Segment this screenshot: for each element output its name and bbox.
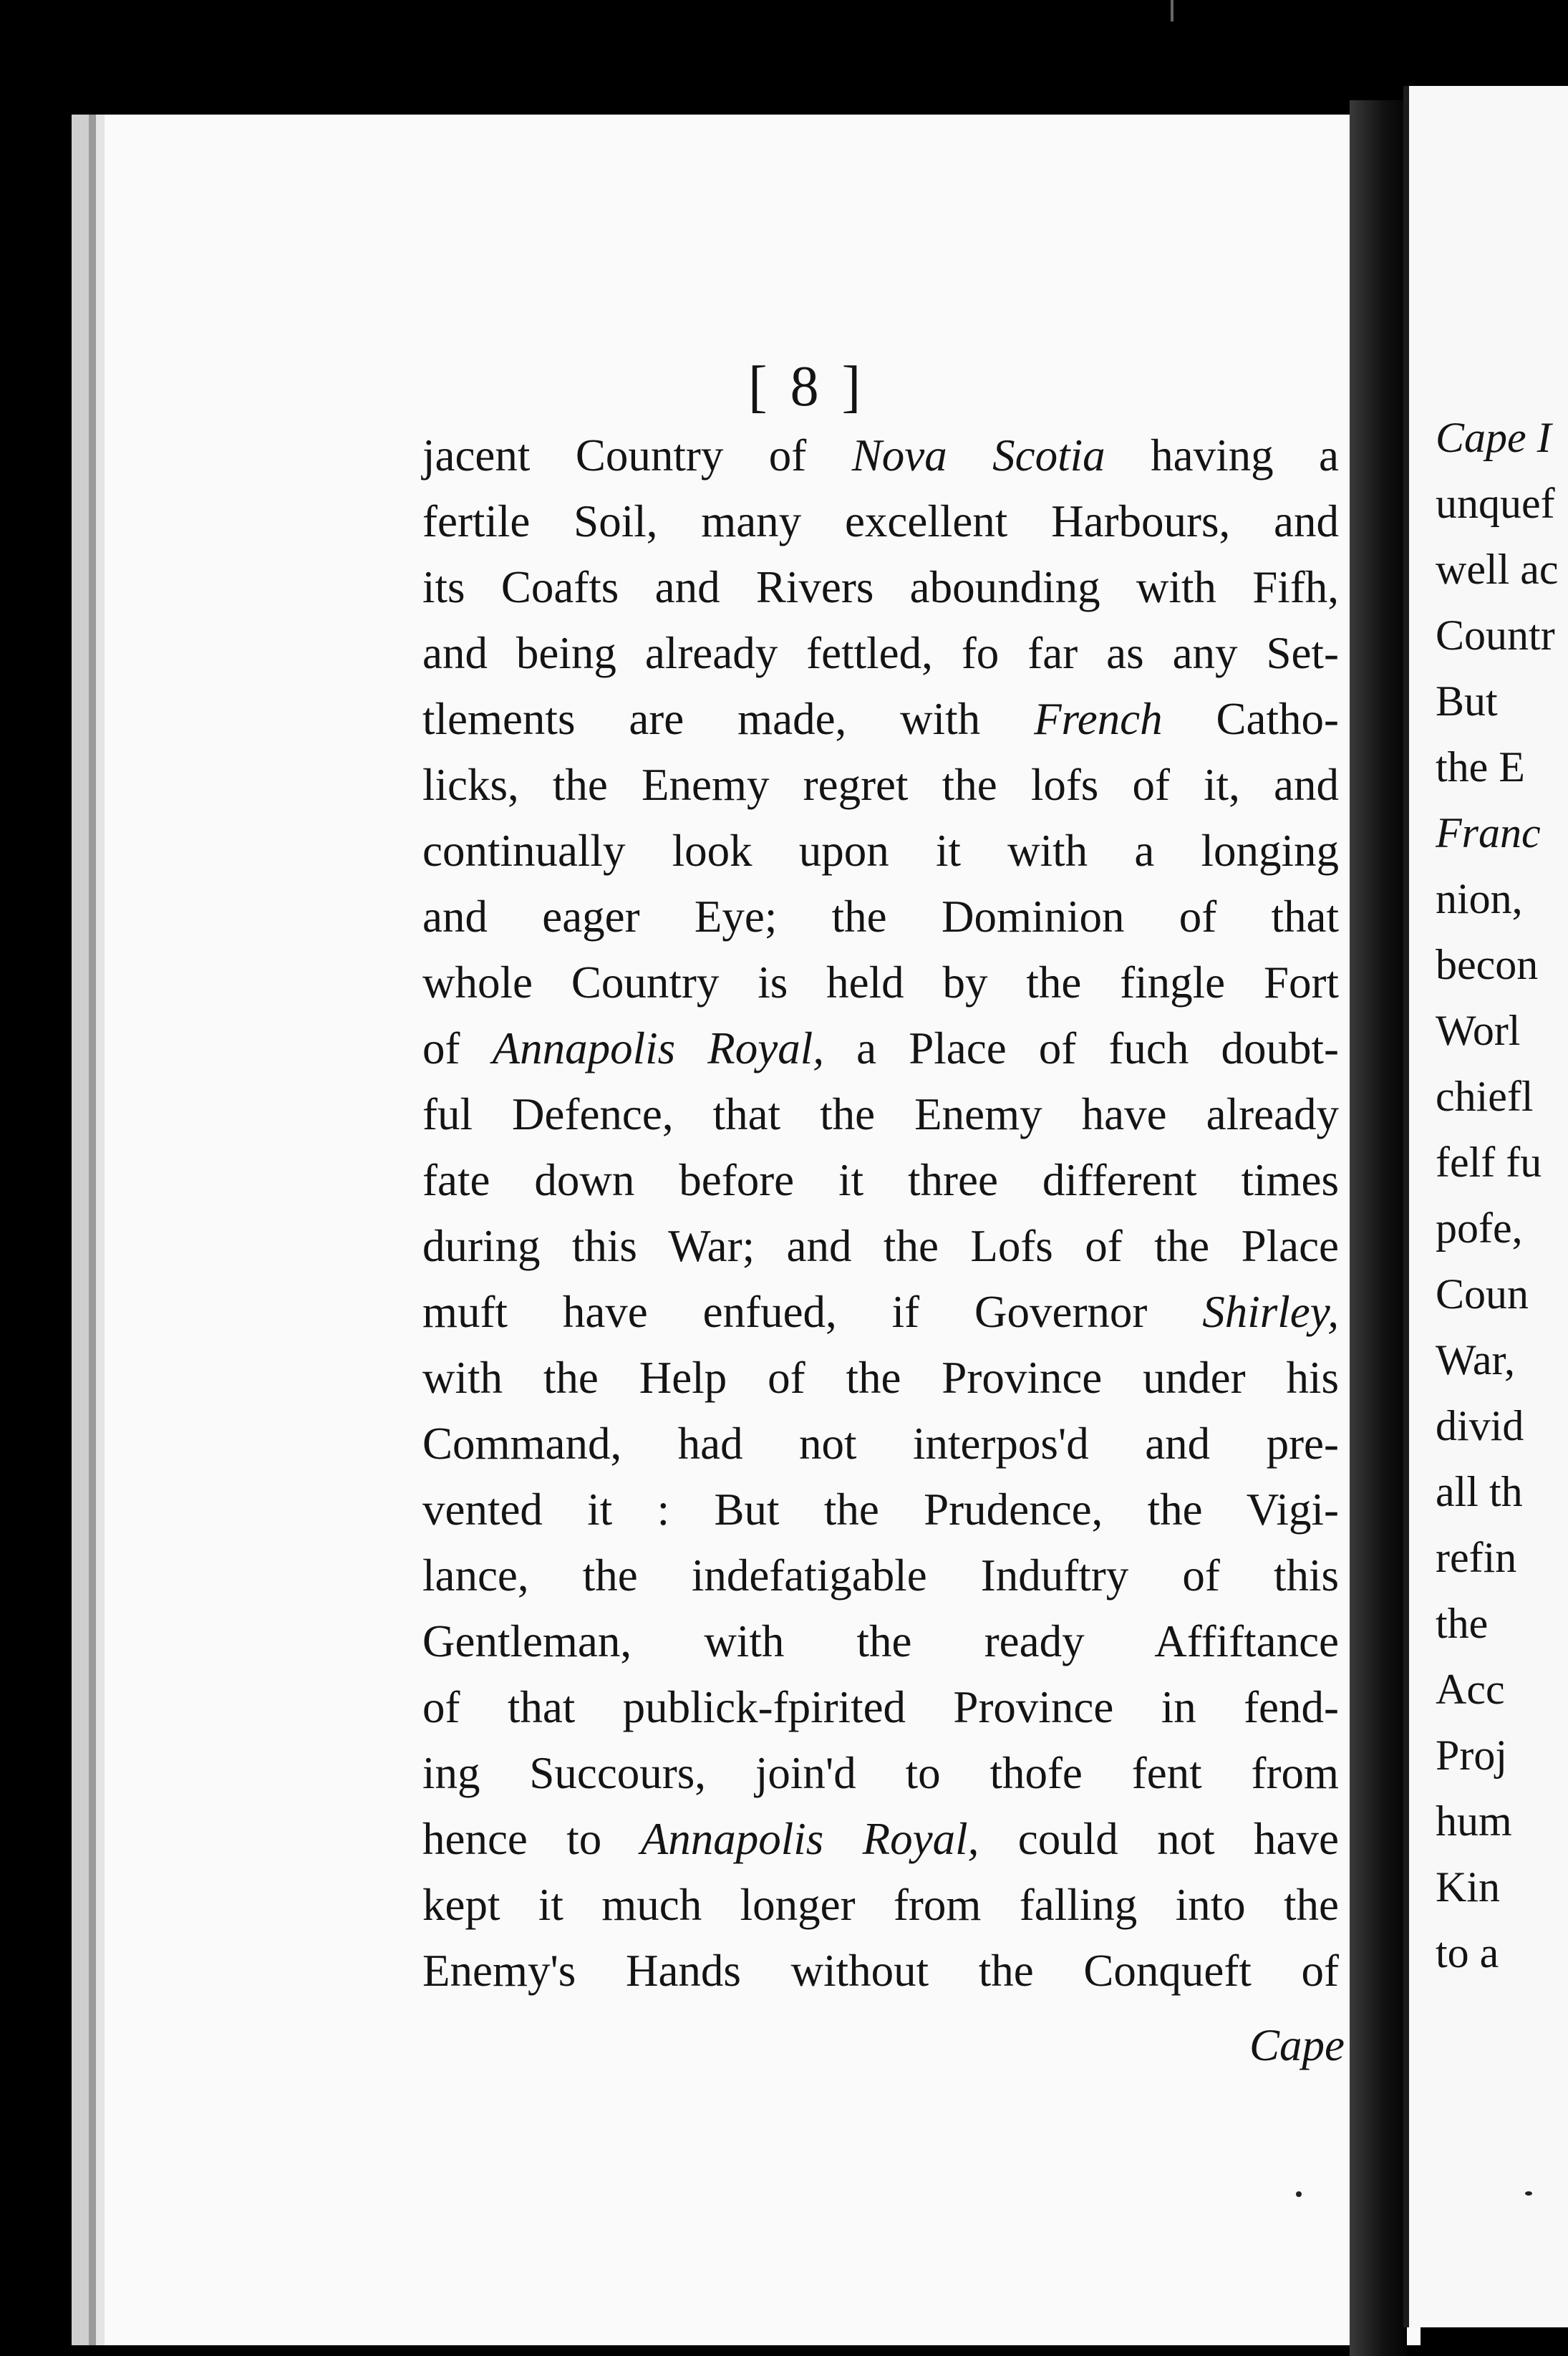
text-segment: and being already fettled, fo far as any Set- <box>422 628 1339 678</box>
text-line <box>422 686 1339 752</box>
text-segment: Catho- <box>1162 694 1340 744</box>
text-segment: vented it : But the Prudence, the Vigi- <box>422 1484 1339 1535</box>
facing-text-line: becon <box>1436 941 1539 988</box>
text-segment: Enemy's Hands without the Conqueft of <box>422 1946 1339 1996</box>
text-segment: could not have <box>979 1814 1339 1864</box>
text-segment: ing Succours, join'd to thofe fent from <box>422 1748 1339 1798</box>
facing-text-line: felf fu <box>1436 1139 1542 1186</box>
text-line <box>422 1411 1339 1477</box>
edge-mark <box>1171 0 1173 21</box>
text-segment: and eager Eye; the Dominion of that <box>422 892 1339 942</box>
text-segment: tlements are made, with <box>422 694 1035 744</box>
facing-text-line: War, <box>1436 1336 1516 1384</box>
text-line <box>422 1608 1339 1674</box>
facing-text-line: Proj <box>1436 1732 1508 1779</box>
text-segment: with the Help of the Province under his <box>422 1353 1339 1403</box>
text-segment: ful Defence, that the Enemy have already <box>422 1089 1339 1139</box>
facing-text-line: Worl <box>1436 1007 1521 1054</box>
text-segment: having a <box>1105 430 1339 481</box>
text-line <box>422 950 1339 1015</box>
book-gutter <box>1350 100 1407 2356</box>
italic-text: Shirley, <box>1202 1287 1339 1337</box>
ink-speck <box>1296 2191 1302 2197</box>
facing-text-line: Acc <box>1436 1666 1505 1713</box>
text-segment: jacent Country of <box>422 430 852 481</box>
facing-text-line: the <box>1436 1600 1489 1647</box>
text-line <box>422 884 1339 950</box>
text-segment: fertile Soil, many excellent Harbours, and <box>422 496 1339 546</box>
catchword: Cape <box>1249 2020 1345 2070</box>
text-segment: fate down before it three different times <box>422 1155 1339 1205</box>
facing-text-line: nion, <box>1436 875 1523 922</box>
text-segment: its Coafts and Rivers abounding with Fifh, <box>422 562 1339 612</box>
text-line <box>422 752 1339 818</box>
facing-text-line: to a <box>1436 1929 1499 1976</box>
text-segment: lance, the indefatigable Induftry of this <box>422 1550 1339 1601</box>
text-line <box>422 423 1339 488</box>
italic-text: Nova Scotia <box>851 430 1105 481</box>
text-segment: hence to <box>422 1814 641 1864</box>
text-segment: of <box>422 1023 493 1073</box>
text-segment: muft have enfued, if Governor <box>422 1287 1203 1337</box>
text-line <box>422 1542 1339 1608</box>
text-segment: continually look upon it with a longing <box>422 826 1339 876</box>
text-line <box>422 1081 1339 1147</box>
facing-page-text <box>1436 405 1568 1986</box>
facing-text-line: pofe, <box>1436 1204 1523 1252</box>
text-line <box>422 554 1339 620</box>
italic-text: Annapolis Royal, <box>492 1023 824 1073</box>
text-segment: Gentleman, with the ready Affiftance <box>422 1616 1339 1666</box>
text-line <box>422 1806 1339 1872</box>
text-segment: licks, the Enemy regret the lofs of it, and <box>422 760 1339 810</box>
text-line <box>422 1872 1339 1938</box>
text-line <box>422 1345 1339 1411</box>
text-line <box>422 818 1339 884</box>
text-segment: a Place of fuch doubt- <box>823 1023 1339 1073</box>
facing-text-line: divid <box>1436 1402 1524 1449</box>
text-line <box>422 1477 1339 1542</box>
facing-text-line: Cape I <box>1436 414 1552 461</box>
text-line <box>422 488 1339 554</box>
facing-text-line: refin <box>1436 1534 1517 1581</box>
facing-text-line: the E <box>1436 743 1525 791</box>
text-line <box>422 1674 1339 1740</box>
facing-text-line: Coun <box>1436 1270 1529 1318</box>
facing-text-line: all th <box>1436 1468 1523 1515</box>
facing-text-line: hum <box>1436 1797 1512 1845</box>
text-segment: Command, had not interpos'd and pre- <box>422 1419 1339 1469</box>
text-line <box>422 1147 1339 1213</box>
text-line <box>422 1015 1339 1081</box>
italic-text: Annapolis Royal, <box>640 1814 979 1864</box>
text-segment: whole Country is held by the fingle Fort <box>422 957 1339 1008</box>
text-line <box>422 1938 1339 2004</box>
facing-text-line: Franc <box>1436 809 1541 856</box>
text-line <box>422 620 1339 686</box>
facing-text-line: chiefl <box>1436 1073 1534 1120</box>
page-body-text <box>422 423 1339 2004</box>
page-number: [ 8 ] <box>748 355 866 418</box>
text-segment: of that publick-fpirited Province in fend- <box>422 1682 1339 1732</box>
ink-speck <box>1525 2191 1532 2196</box>
text-segment: during this War; and the Lofs of the Place <box>422 1221 1339 1271</box>
facing-text-line: Kin <box>1436 1863 1500 1911</box>
facing-text-line: Countr <box>1436 612 1555 659</box>
text-line <box>422 1213 1339 1279</box>
text-line <box>422 1740 1339 1806</box>
text-segment: kept it much longer from falling into the <box>422 1880 1339 1930</box>
facing-text-line: unquef <box>1436 480 1555 527</box>
text-line <box>422 1279 1339 1345</box>
facing-text-line: well ac <box>1436 546 1559 593</box>
facing-text-line: But <box>1436 677 1498 725</box>
italic-text: French <box>1034 694 1163 744</box>
